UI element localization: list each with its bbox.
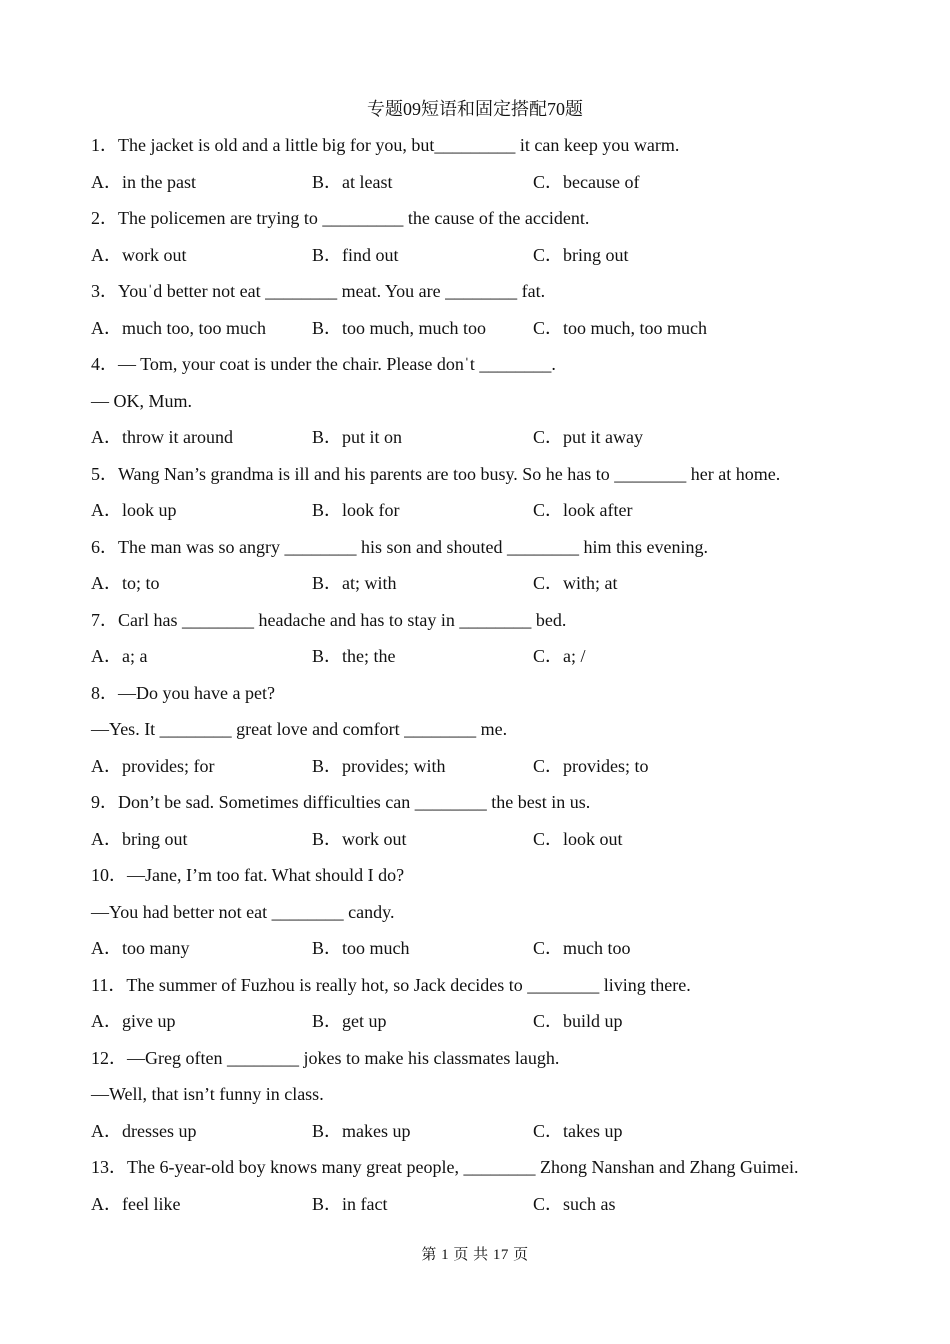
option-a: A．work out (91, 244, 187, 265)
option-b: B．at; with (312, 573, 397, 593)
question (91, 200, 871, 273)
option-b: B．at least (312, 171, 393, 192)
option-c: C．takes up (533, 1120, 623, 1141)
option-c: C．look after (533, 500, 633, 520)
answer-options (91, 237, 871, 274)
option-a: A．feel like (91, 1193, 181, 1214)
question (91, 857, 871, 967)
option-c: C．such as (533, 1193, 616, 1214)
question-stem: 3．Youˈd better not eat ________ meat. You are ________ fat. (91, 281, 546, 301)
question-stem: 5．Wang Nan’s grandma is ill and his parents are too busy. So he has to ________ her at home. (91, 463, 781, 484)
question-stem: 11．The summer of Fuzhou is really hot, so Jack decides to ________ living there. (91, 974, 691, 995)
question-stem: 13．The 6-year-old boy knows many great people, ________ Zhong Nanshan and Zhang Guimei. (91, 1157, 799, 1177)
answer-options (91, 930, 871, 967)
question (91, 675, 871, 785)
question-list (91, 127, 871, 1222)
option-b: B．too much, much too (312, 317, 486, 338)
option-a: A．dresses up (91, 1120, 197, 1141)
option-a: A．in the past (91, 171, 196, 192)
question-dialogue-line: —You had better not eat ________ candy. (91, 901, 395, 922)
option-b: B．look for (312, 500, 400, 520)
option-c: C．too much, too much (533, 317, 707, 338)
option-b: B．the; the (312, 646, 396, 666)
option-a: A．look up (91, 500, 177, 520)
question (91, 127, 871, 200)
question (91, 784, 871, 857)
option-b: B．put it on (312, 427, 403, 447)
question-stem: 9．Don’t be sad. Sometimes difficulties can ________ the best in us. (91, 792, 591, 812)
question-stem: 1．The jacket is old and a little big for you, but_________ it can keep you warm. (91, 135, 680, 155)
answer-options (91, 1113, 871, 1150)
option-b: B．too much (312, 938, 410, 958)
option-a: A．a; a (91, 646, 148, 666)
option-c: C．with; at (533, 573, 618, 593)
option-a: A．provides; for (91, 755, 215, 776)
option-a: A．give up (91, 1011, 176, 1031)
question-stem: 2．The policemen are trying to _________ the cause of the accident. (91, 208, 590, 228)
answer-options (91, 638, 871, 675)
answer-options (91, 1003, 871, 1040)
answer-options (91, 565, 871, 602)
answer-options (91, 310, 871, 347)
question-stem: 8．—Do you have a pet? (91, 682, 275, 703)
option-c: C．bring out (533, 244, 629, 265)
question-stem: 7．Carl has ________ headache and has to stay in ________ bed. (91, 609, 567, 630)
question (91, 602, 871, 675)
answer-options (91, 1186, 871, 1223)
answer-options (91, 164, 871, 201)
question (91, 529, 871, 602)
option-c: C．much too (533, 938, 631, 958)
option-c: C．a; / (533, 646, 586, 666)
option-b: B．provides; with (312, 755, 446, 776)
option-c: C．because of (533, 171, 640, 192)
option-a: A．bring out (91, 828, 188, 849)
answer-options (91, 821, 871, 858)
question (91, 346, 871, 456)
page-footer: 第 1 页 共 17 页 (421, 1247, 529, 1263)
document-title: 专题09短语和固定搭配70题 (367, 99, 583, 119)
question-stem: 12．—Greg often ________ jokes to make his classmates laugh. (91, 1047, 560, 1068)
option-b: B．work out (312, 828, 407, 849)
option-b: B．makes up (312, 1120, 411, 1141)
question (91, 967, 871, 1040)
answer-options (91, 492, 871, 529)
option-b: B．get up (312, 1011, 387, 1031)
option-b: B．find out (312, 244, 399, 265)
question-dialogue-line: — OK, Mum. (91, 390, 193, 411)
question (91, 273, 871, 346)
option-a: A．too many (91, 938, 190, 958)
option-b: B．in fact (312, 1193, 388, 1214)
question (91, 1040, 871, 1150)
option-c: C．build up (533, 1011, 623, 1031)
question-stem: 10．—Jane, I’m too fat. What should I do? (91, 865, 405, 885)
answer-options (91, 748, 871, 785)
option-c: C．provides; to (533, 755, 649, 776)
question-dialogue-line: —Well, that isn’t funny in class. (91, 1084, 324, 1104)
option-a: A．much too, too much (91, 317, 266, 338)
question-stem: 4．— Tom, your coat is under the chair. Please donˈt ________. (91, 354, 556, 374)
question-stem: 6．The man was so angry ________ his son and shouted ________ him this evening. (91, 536, 708, 557)
question (91, 1149, 871, 1222)
option-c: C．put it away (533, 427, 643, 447)
question-dialogue-line: —Yes. It ________ great love and comfort ________ me. (91, 719, 508, 739)
answer-options (91, 419, 871, 456)
option-a: A．to; to (91, 573, 160, 593)
question (91, 456, 871, 529)
option-a: A．throw it around (91, 427, 233, 447)
option-c: C．look out (533, 828, 623, 849)
